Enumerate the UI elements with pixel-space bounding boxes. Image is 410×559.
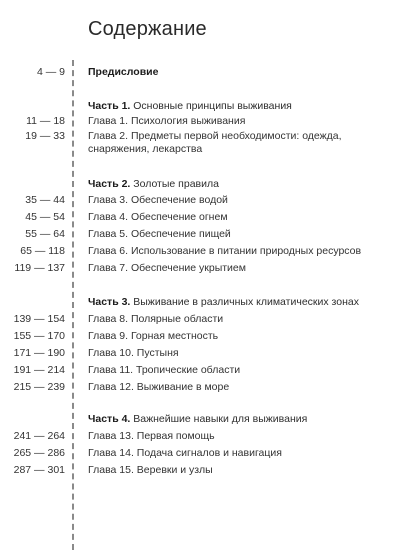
page-range: 241 — 264 — [13, 430, 65, 442]
page-range: 139 — 154 — [13, 313, 65, 325]
part-label: Часть 3. — [88, 296, 131, 308]
chapter-title: Глава 12. Выживание в море — [88, 381, 230, 393]
chapter-title: Глава 7. Обеспечение укрытием — [88, 262, 246, 274]
part-label: Часть 1. — [88, 100, 131, 112]
page-title: Содержание — [88, 18, 207, 40]
chapter-title: Глава 14. Подача сигналов и навигация — [88, 447, 282, 459]
page-range: 287 — 301 — [13, 464, 65, 476]
page-range: 265 — 286 — [13, 447, 65, 459]
page-range: 55 — 64 — [25, 228, 65, 240]
chapter-title: Глава 10. Пустыня — [88, 347, 179, 359]
part-title: Золотые правила — [133, 178, 219, 190]
dashed-divider — [72, 60, 74, 550]
chapter-title: Глава 6. Использование в питании природных ресурсов — [88, 245, 362, 257]
page-range: 171 — 190 — [13, 347, 65, 359]
page-range: 155 — 170 — [13, 330, 65, 342]
page-range: 11 — 18 — [26, 115, 65, 127]
part-title: Важнейшие навыки для выживания — [133, 413, 308, 425]
chapter-title: Глава 3. Обеспечение водой — [88, 194, 228, 206]
chapter-title: Глава 1. Психология выживания — [88, 115, 246, 127]
page-range: 19 — 33 — [25, 130, 65, 142]
page-range: 215 — 239 — [13, 381, 65, 393]
chapter-title: Глава 9. Горная местность — [88, 330, 219, 342]
page-range: 119 — 137 — [14, 262, 65, 274]
part-title: Основные принципы выживания — [133, 100, 292, 112]
preface-title: Предисловие — [88, 66, 159, 78]
page-range: 65 — 118 — [20, 245, 65, 257]
chapter-title: Глава 2. Предметы первой необходимости: одежда, снаряжения, лекарства — [88, 130, 342, 155]
page-range: 4 — 9 — [36, 66, 65, 78]
chapter-title: Глава 13. Первая помощь — [88, 430, 215, 442]
part-title: Выживание в различных климатических зонах — [133, 296, 359, 308]
page-range: 45 — 54 — [25, 211, 65, 223]
chapter-title: Глава 4. Обеспечение огнем — [88, 211, 228, 223]
part-label: Часть 4. — [88, 413, 131, 425]
part-label: Часть 2. — [88, 178, 131, 190]
chapter-title: Глава 5. Обеспечение пищей — [88, 228, 231, 240]
chapter-title: Глава 8. Полярные области — [88, 313, 224, 325]
chapter-title: Глава 15. Веревки и узлы — [88, 464, 213, 476]
page-range: 191 — 214 — [13, 364, 65, 376]
page-range: 35 — 44 — [25, 194, 65, 206]
chapter-title: Глава 11. Тропические области — [88, 364, 241, 376]
